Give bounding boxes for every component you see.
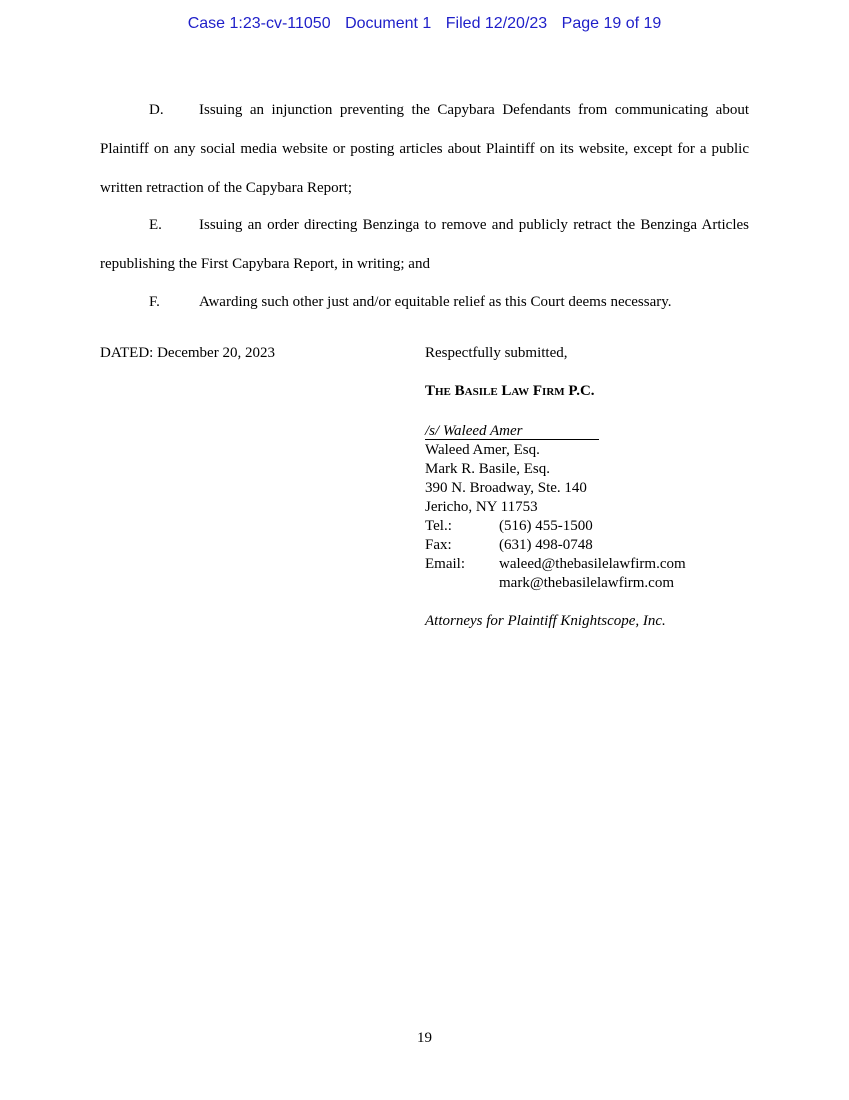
closing-line: Respectfully submitted,: [425, 345, 568, 361]
case-number: Case 1:23-cv-11050: [187, 15, 331, 32]
paragraph-f: [100, 283, 749, 322]
email-row-2: [425, 574, 686, 593]
paragraph-letter: F.: [149, 294, 160, 310]
email-label: Email:: [425, 556, 465, 572]
email-row: [425, 555, 686, 574]
address-line: Jericho, NY 11753: [425, 499, 538, 515]
address-line: 390 N. Broadway, Ste. 140: [425, 480, 587, 496]
firm-name: The Basile Law Firm P.C.: [425, 383, 595, 399]
tel-label: Tel.:: [425, 518, 452, 534]
paragraph-e: [100, 206, 749, 284]
email-value: waleed@thebasilelawfirm.com: [499, 556, 686, 572]
attorney-name: Waleed Amer, Esq.: [425, 442, 540, 458]
paragraph-d: [100, 91, 749, 208]
dated-line: DATED: December 20, 2023: [100, 345, 275, 361]
paragraph-text: Issuing an injunction preventing the Capybara Defendants from communicating about Plaintiff on any social media website or posting articles about Plaintiff on its website, except for a public written retraction of the Capybara Report;: [100, 102, 749, 196]
document-number: Document 1: [345, 15, 432, 32]
paragraph-letter: D.: [149, 102, 164, 118]
tel-value: (516) 455-1500: [499, 518, 593, 534]
attorneys-for: Attorneys for Plaintiff Knightscope, Inc.: [425, 613, 666, 629]
fax-label: Fax:: [425, 537, 452, 553]
fax-value: (631) 498-0748: [499, 537, 593, 553]
page-indicator: Page 19 of 19: [561, 15, 662, 32]
paragraph-text: Issuing an order directing Benzinga to remove and publicly retract the Benzinga Articles republishing the First Capybara Report, in writing; and: [100, 217, 749, 272]
email-value: mark@thebasilelawfirm.com: [499, 575, 675, 591]
filed-date: Filed 12/20/23: [445, 15, 548, 32]
signature-block: [425, 422, 686, 593]
paragraph-letter: E.: [149, 217, 162, 233]
tel-row: [425, 517, 686, 536]
paragraph-text: Awarding such other just and/or equitable relief as this Court deems necessary.: [199, 294, 672, 310]
page-number: 19: [417, 1030, 432, 1046]
case-header: [0, 15, 849, 33]
signature: /s/ Waleed Amer: [425, 423, 599, 440]
fax-row: [425, 536, 686, 555]
attorney-name: Mark R. Basile, Esq.: [425, 461, 550, 477]
